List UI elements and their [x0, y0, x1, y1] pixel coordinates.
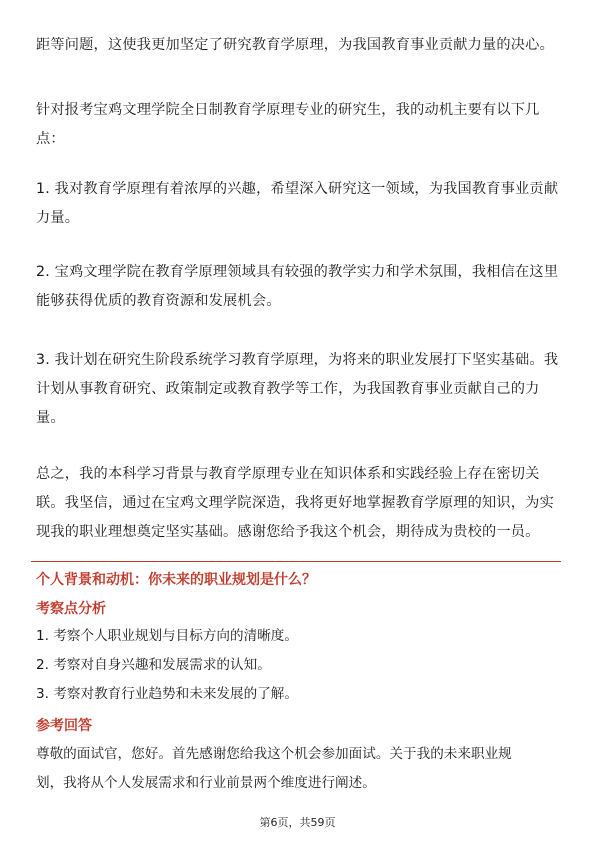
question-title: 个人背景和动机：你未来的职业规划是什么？: [36, 572, 316, 588]
text-line: 2. 宝鸡文理学院在教育学原理领域具有较强的教学实力和学术氛围，我相信在这里: [36, 264, 559, 280]
text-line: 能够获得优质的教育资源和发展机会。: [36, 293, 281, 309]
text-line: 距等问题，这使我更加坚定了研究教育学原理，为我国教育事业贡献力量的决心。: [36, 37, 554, 53]
analysis-point: 3. 考察对教育行业趋势和未来发展的了解。: [36, 686, 298, 702]
analysis-point: 2. 考察对自身兴趣和发展需求的认知。: [36, 657, 271, 673]
answer-heading: 参考回答: [36, 718, 92, 734]
text-line: 针对报考宝鸡文理学院全日制教育学原理专业的研究生，我的动机主要有以下几: [36, 102, 540, 118]
paragraph-motivation-intro: [36, 96, 560, 154]
analysis-point: 1. 考察个人职业规划与目标方向的清晰度。: [36, 628, 298, 644]
text-line: 现我的职业理想奠定坚实基础。感谢您给予我这个机会，期待成为贵校的一员。: [36, 524, 540, 540]
text-line: 力量。: [36, 210, 80, 226]
text-line: 1. 我对教育学原理有着浓厚的兴趣，希望深入研究这一领域，为我国教育事业贡献: [36, 181, 559, 197]
section-divider: [31, 561, 561, 562]
answer-text-line: 划，我将从个人发展需求和行业前景两个维度进行阐述。: [36, 775, 376, 791]
paragraph-intro-tail: [36, 31, 560, 60]
text-line: 3. 我计划在研究生阶段系统学习教育学原理，为将来的职业发展打下坚实基础。我: [36, 352, 559, 368]
text-line: 计划从事教育研究、政策制定或教育教学等工作，为我国教育事业贡献自己的力: [36, 381, 540, 397]
page-number-footer: 第6页，共59页: [259, 816, 336, 829]
paragraph-conclusion: [36, 460, 560, 547]
answer-text-line: 尊敬的面试官，您好。首先感谢您给我这个机会参加面试。关于我的未来职业规: [36, 746, 512, 762]
analysis-heading: 考察点分析: [36, 601, 106, 617]
text-line: 点：: [36, 131, 65, 147]
paragraph-motivation-2: [36, 258, 560, 316]
paragraph-motivation-3: [36, 346, 560, 433]
text-line: 联。我坚信，通过在宝鸡文理学院深造，我将更好地掌握教育学原理的知识，为实: [36, 495, 554, 511]
text-line: 量。: [36, 410, 65, 426]
paragraph-motivation-1: [36, 175, 560, 233]
text-line: 总之，我的本科学习背景与教育学原理专业在知识体系和实践经验上存在密切关: [36, 466, 540, 482]
